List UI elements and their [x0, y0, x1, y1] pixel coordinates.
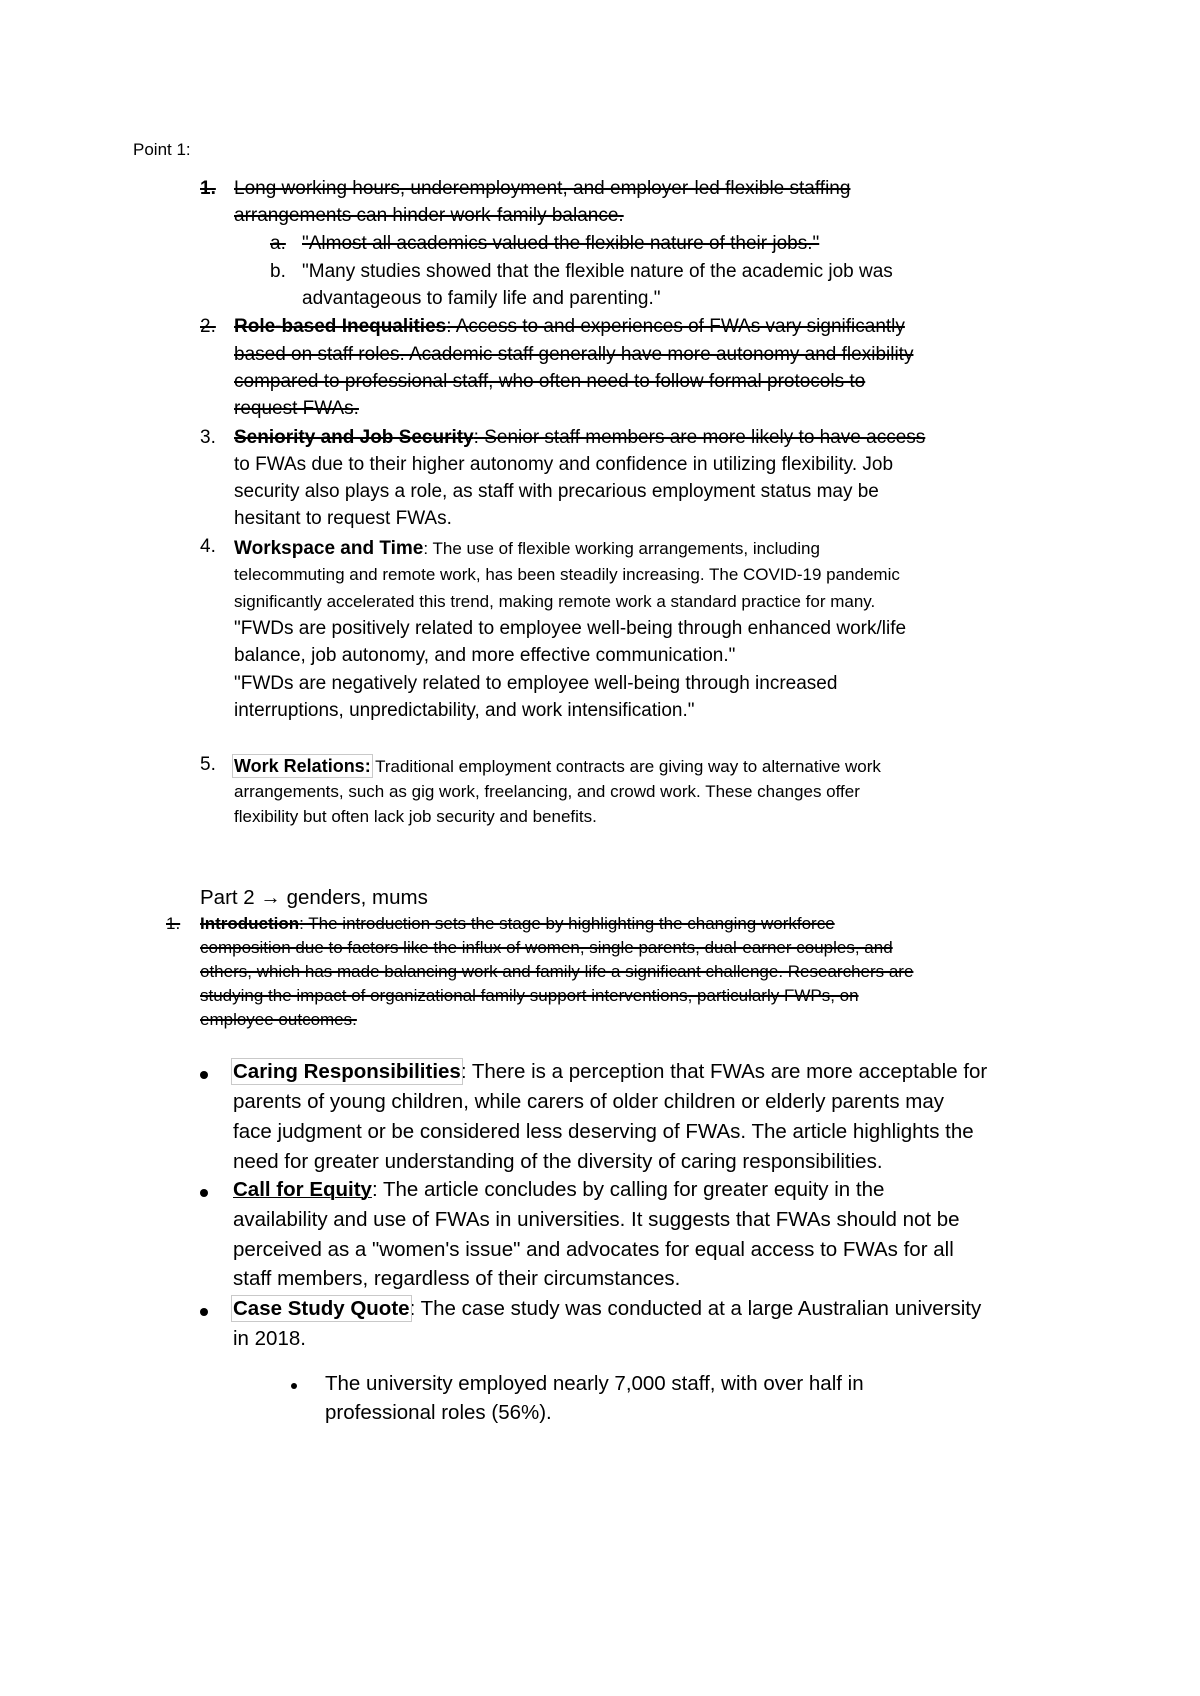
intro-line2: composition due to factors like the influx of women, single parents, dual-earner couples, and	[200, 938, 893, 957]
intro-line5: employee outcomes.	[200, 1010, 357, 1029]
item4-line2: telecommuting and remote work, has been steadily increasing. The COVID-19 pandemic	[234, 565, 900, 584]
item4-quote2-line1: "FWDs are negatively related to employee well-being through increased	[234, 673, 838, 694]
intro-title: Introduction	[200, 914, 300, 933]
part2-heading-suffix: genders, mums	[280, 886, 428, 909]
bullet-dot-icon	[200, 1071, 208, 1079]
item3-line3: security also plays a role, as staff with precarious employment status may be	[234, 481, 879, 502]
intro-line1	[200, 914, 835, 934]
point1-heading: Point 1:	[133, 140, 191, 159]
item1-sub-b-label: b.	[270, 261, 286, 282]
item1-sub-b-line1: "Many studies showed that the flexible nature of the academic job was	[302, 261, 893, 282]
item4-quote2-line2: interruptions, unpredictability, and work intensification."	[234, 700, 695, 721]
item3-title: Seniority and Job Security	[234, 427, 474, 448]
sub-bullet-line2: professional roles (56%).	[325, 1401, 552, 1424]
item3-number: 3.	[200, 427, 216, 448]
bullet-caring-line1-rest: : There is a perception that FWAs are more acceptable for	[460, 1060, 988, 1083]
item4-quote1-line1: "FWDs are positively related to employee well-being through enhanced work/life	[234, 618, 907, 639]
item2-line4: request FWAs.	[234, 398, 359, 419]
item2-line1-rest: : Access to and experiences of FWAs vary significantly	[446, 316, 905, 337]
bullet-equity-line1-rest: : The article concludes by calling for greater equity in the	[371, 1178, 885, 1201]
item4-line1	[234, 538, 820, 560]
bullet-caring-line1	[233, 1060, 987, 1084]
item2-line3: compared to professional staff, who often need to follow formal protocols to	[234, 371, 866, 392]
item1-number: 1.	[200, 178, 216, 199]
item3-line2: to FWAs due to their higher autonomy and confidence in utilizing flexibility. Job	[234, 454, 894, 475]
item2-title: Role-based Inequalities	[234, 316, 447, 337]
bullet-caring-title: Caring Responsibilities	[233, 1060, 461, 1083]
item1-sub-b-line2: advantageous to family life and parenting."	[302, 288, 661, 309]
bullet-equity-title: Call for Equity	[233, 1178, 372, 1201]
bullet-case-title: Case Study Quote	[233, 1297, 410, 1320]
intro-line3: others, which has made balancing work and family life a significant challenge. Researchers are	[200, 962, 914, 981]
item3-line1	[234, 427, 925, 449]
item4-line1-rest: : The use of flexible working arrangements, including	[423, 539, 820, 558]
bullet-dot-icon	[200, 1189, 208, 1197]
bullet-equity-line2: availability and use of FWAs in universities. It suggests that FWAs should not be	[233, 1208, 960, 1231]
item5-line2: arrangements, such as gig work, freelancing, and crowd work. These changes offer	[234, 782, 860, 801]
item1-sub-a-text: "Almost all academics valued the flexible nature of their jobs."	[302, 233, 820, 254]
item5-line3: flexibility but often lack job security and benefits.	[234, 807, 597, 826]
item2-line1	[234, 316, 905, 338]
bullet-case-line1-rest: : The case study was conducted at a large Australian university	[409, 1297, 982, 1320]
item2-number: 2.	[200, 316, 216, 337]
bullet-dot-icon	[200, 1308, 208, 1316]
item3-line1-rest: : Senior staff members are more likely to have access	[473, 427, 926, 448]
part2-heading-prefix: Part 2	[200, 886, 261, 909]
sub-bullet-line1: The university employed nearly 7,000 staff, with over half in	[325, 1372, 864, 1395]
part2-heading	[200, 886, 428, 910]
intro-line1-rest: : The introduction sets the stage by highlighting the changing workforce	[299, 914, 835, 933]
item3-line4: hesitant to request FWAs.	[234, 508, 452, 529]
item5-line1	[234, 756, 881, 777]
right-arrow-icon: →	[260, 886, 281, 909]
item2-line2: based on staff roles. Academic staff generally have more autonomy and flexibility	[234, 344, 914, 365]
bullet-case-line2: in 2018.	[233, 1327, 306, 1350]
item4-quote1-line2: balance, job autonomy, and more effective communication."	[234, 645, 736, 666]
item5-title: Work Relations:	[234, 756, 371, 776]
item4-number: 4.	[200, 536, 216, 557]
bullet-equity-line1	[233, 1178, 884, 1202]
item4-title: Workspace and Time	[234, 538, 424, 559]
bullet-case-line1	[233, 1297, 981, 1321]
bullet-equity-line3: perceived as a "women's issue" and advocates for equal access to FWAs for all	[233, 1238, 954, 1261]
bullet-caring-line4: need for greater understanding of the diversity of caring responsibilities.	[233, 1150, 883, 1173]
item1-line2: arrangements can hinder work-family balance.	[234, 205, 624, 226]
intro-number: 1.	[166, 914, 181, 933]
item5-number: 5.	[200, 754, 216, 775]
item1-sub-a-label: a.	[270, 233, 286, 254]
item4-line3: significantly accelerated this trend, making remote work a standard practice for many.	[234, 592, 876, 611]
bullet-caring-line2: parents of young children, while carers of older children or elderly parents may	[233, 1090, 945, 1113]
item1-line1: Long working hours, underemployment, and employer-led flexible staffing	[234, 178, 851, 199]
bullet-equity-line4: staff members, regardless of their circumstances.	[233, 1267, 681, 1290]
bullet-caring-line3: face judgment or be considered less deserving of FWAs. The article highlights the	[233, 1120, 974, 1143]
intro-line4: studying the impact of organizational family support interventions, particularly FWPs, on	[200, 986, 859, 1005]
item5-line1-rest: Traditional employment contracts are giving way to alternative work	[370, 757, 881, 776]
sub-bullet-dot-icon	[291, 1383, 297, 1389]
